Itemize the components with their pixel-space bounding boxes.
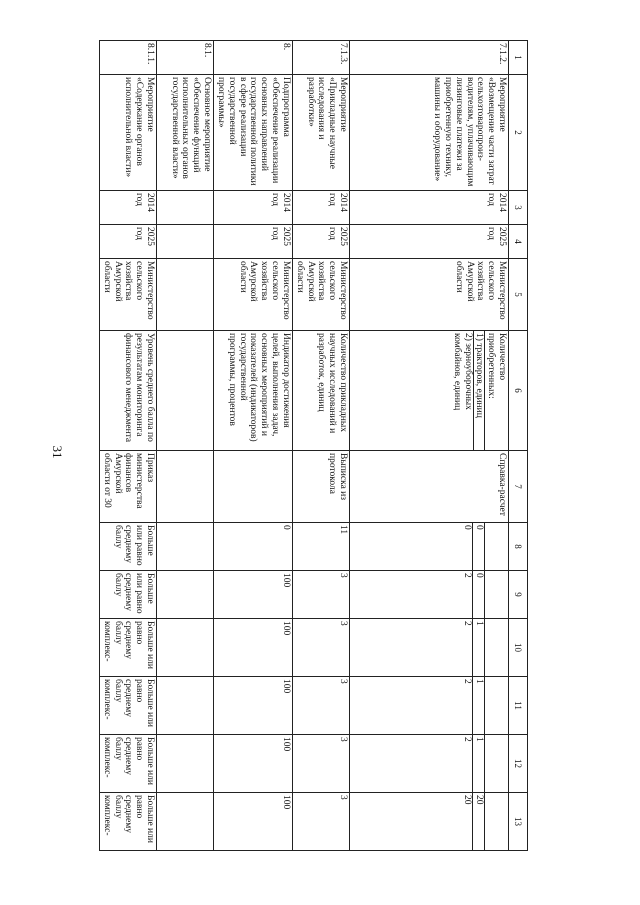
value-cell [350, 619, 509, 677]
value-line: 2 [461, 735, 473, 792]
value-line: 20 [473, 793, 485, 850]
start-year: 2014 год [292, 191, 349, 225]
indicator-line: 1) тракторов, единиц [474, 331, 486, 450]
value-cell: 3 [292, 793, 349, 851]
value-line: 2 [461, 571, 473, 618]
measure-name: Мероприятие «Возмещение части затрат сельхозтоваропроиз-водителям, уплачивающим лизинговые платежи за приобретенную технику, машины и оборудование» [350, 75, 509, 191]
value-line [485, 735, 507, 792]
value-cell: 100 [214, 619, 293, 677]
value-cell [157, 571, 214, 619]
row-number: 8.1.1. [99, 41, 156, 75]
header-cell: 8 [509, 523, 528, 571]
value-cell [350, 523, 509, 571]
end-year: 2025 год [292, 225, 349, 259]
header-cell: 4 [509, 225, 528, 259]
data-source [157, 451, 214, 523]
header-cell: 2 [509, 75, 528, 191]
value-cell [157, 793, 214, 851]
header-cell: 7 [509, 451, 528, 523]
end-year [157, 225, 214, 259]
value-line [485, 793, 507, 850]
value-line: 1 [473, 735, 485, 792]
header-cell: 9 [509, 571, 528, 619]
header-cell: 3 [509, 191, 528, 225]
start-year: 2014 год [99, 191, 156, 225]
header-cell: 13 [509, 793, 528, 851]
value-cell: 100 [214, 735, 293, 793]
value-cell [157, 523, 214, 571]
indicators-table [99, 40, 528, 851]
table-row [292, 41, 349, 851]
value-cell [157, 619, 214, 677]
value-cell [350, 735, 509, 793]
table-row [157, 41, 214, 851]
measure-name: Основное мероприятие «Обеспечение функций исполнительных органов государственной власти» [157, 75, 214, 191]
start-year [157, 191, 214, 225]
measure-name: Мероприятие «Содержание органов исполнительной власти» [99, 75, 156, 191]
indicator-name: Количество прикладных научных исследований и разработок, единиц [292, 331, 349, 451]
responsible-executor: Министерство сельского хозяйства Амурской области [292, 259, 349, 331]
header-cell: 12 [509, 735, 528, 793]
table-row [350, 41, 509, 851]
value-line: 0 [473, 571, 485, 618]
end-year: 2025 год [99, 225, 156, 259]
responsible-executor: Министерство сельского хозяйства Амурской области [214, 259, 293, 331]
indicator-name: Уровень среднего балла по результатам мониторинга финансового менеджмента [99, 331, 156, 451]
value-cell: Больше или равно среднему баллу комплекс- [99, 735, 156, 793]
value-line [485, 523, 507, 570]
end-year: 2025 год [214, 225, 293, 259]
header-cell: 5 [509, 259, 528, 331]
rotated-table-wrapper [101, 40, 528, 850]
header-cell: 10 [509, 619, 528, 677]
start-year: 2014 год [214, 191, 293, 225]
value-cell [157, 677, 214, 735]
value-line [485, 619, 507, 676]
responsible-executor: Министерство сельского хозяйства Амурской области [99, 259, 156, 331]
document-sheet [101, 40, 528, 850]
value-cell: Больше или равно среднему баллу [99, 523, 156, 571]
value-line: 1 [473, 677, 485, 734]
row-number: 8.1. [157, 41, 214, 75]
table-row [99, 41, 156, 851]
data-source [214, 451, 293, 523]
value-cell: 100 [214, 571, 293, 619]
data-source: Выписка из протокола [292, 451, 349, 523]
value-cell: Больше или равно среднему баллу [99, 571, 156, 619]
indicator-name [157, 331, 214, 451]
value-line: 0 [461, 523, 473, 570]
table-row [214, 41, 293, 851]
end-year: 2025 год [350, 225, 509, 259]
value-cell: 3 [292, 571, 349, 619]
value-cell: 100 [214, 677, 293, 735]
start-year: 2014 год [350, 191, 509, 225]
header-cell: 11 [509, 677, 528, 735]
value-line: 0 [473, 523, 485, 570]
row-number: 8. [214, 41, 293, 75]
header-row [509, 41, 528, 851]
value-line: 2 [461, 677, 473, 734]
value-cell: 3 [292, 677, 349, 735]
data-source: Справка-расчет [350, 451, 509, 523]
value-line: 2 [461, 619, 473, 676]
indicator-name: Индикатор достижения целей, выполнения задач, основных мероприятий и показателей (индикаторов) государственной программы, процентов [214, 331, 293, 451]
measure-name: Мероприятие «Прикладные научные исследования и разработки» [292, 75, 349, 191]
measure-name: Подпрограмма «Обеспечение реализации основных направлений государственной политики в сфере реализации государственной программы» [214, 75, 293, 191]
header-cell: 6 [509, 331, 528, 451]
value-cell: 11 [292, 523, 349, 571]
row-number: 7.1.2. [350, 41, 509, 75]
row-number: 7.1.3. [292, 41, 349, 75]
value-cell: Больше или равно среднему баллу комплекс- [99, 619, 156, 677]
header-cell: 1 [509, 41, 528, 75]
value-line: 1 [473, 619, 485, 676]
value-line: 20 [461, 793, 473, 850]
data-source: Приказ министерства финансов Амурской области от 30 [99, 451, 156, 523]
value-cell: 0 [214, 523, 293, 571]
value-line [485, 677, 507, 734]
value-line [485, 571, 507, 618]
indicator-name [350, 331, 509, 451]
value-cell: Больше или равно среднему баллу комплекс- [99, 677, 156, 735]
value-cell: 3 [292, 619, 349, 677]
responsible-executor: Министерство сельского хозяйства Амурской области [350, 259, 509, 331]
value-cell [350, 571, 509, 619]
value-cell: 3 [292, 735, 349, 793]
value-cell: Больше или равно среднему баллу комплекс- [99, 793, 156, 851]
responsible-executor [157, 259, 214, 331]
value-cell [350, 793, 509, 851]
value-cell [157, 735, 214, 793]
value-cell: 100 [214, 793, 293, 851]
value-cell [350, 677, 509, 735]
indicator-line: 2) зерноуборочных комбайнов, единиц [451, 331, 474, 450]
page-number: 31 [50, 445, 65, 459]
indicator-line: Количество приобретенных: [486, 333, 507, 399]
